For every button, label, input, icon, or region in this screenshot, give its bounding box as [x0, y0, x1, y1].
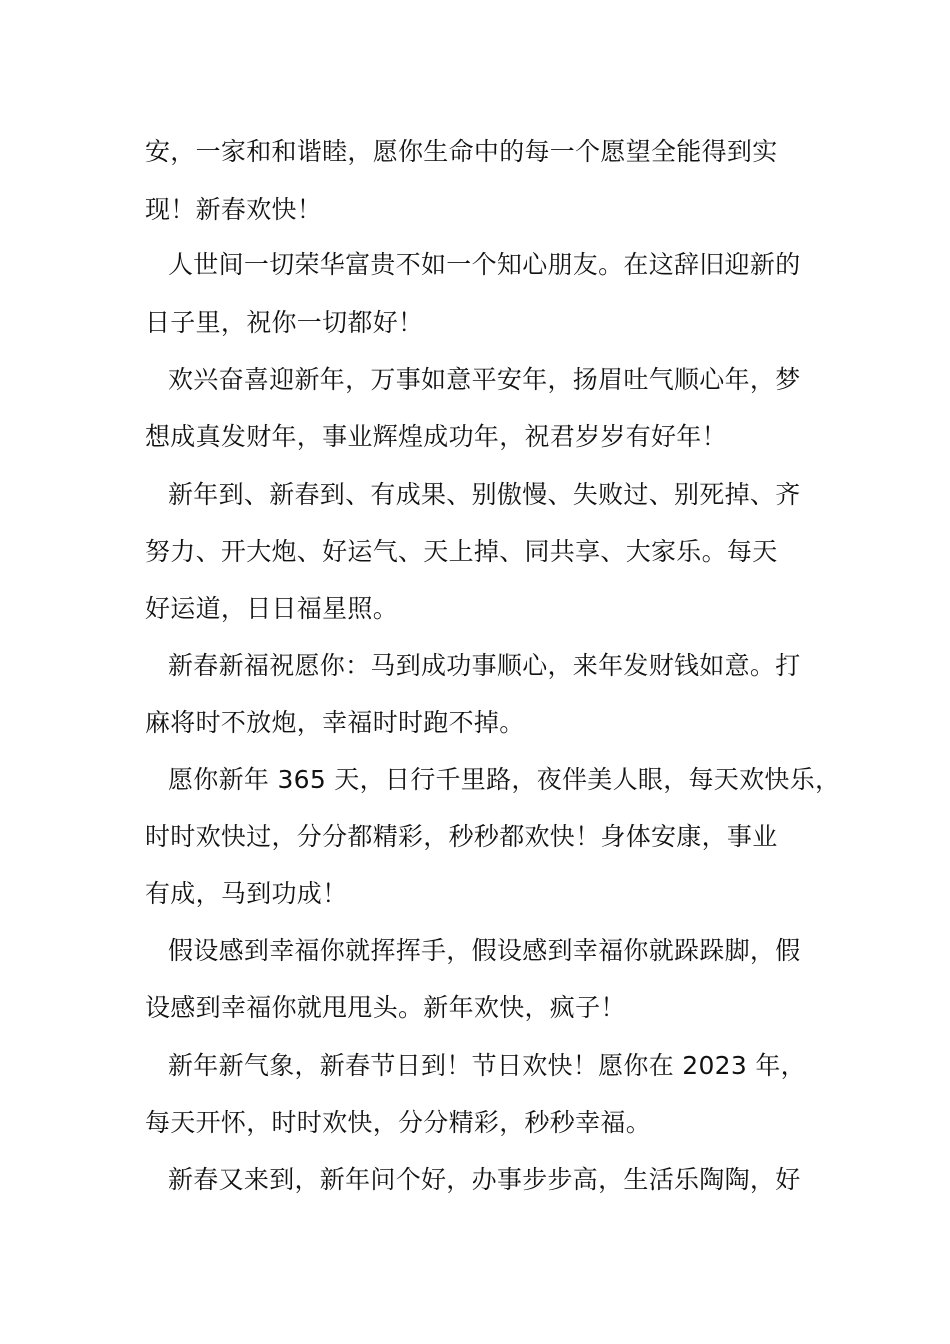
text-line: 日子里，祝你一切都好！ [145, 308, 424, 337]
paragraph-first-line: 人世间一切荣华富贵不如一个知心朋友。在这辞旧迎新的 [168, 250, 801, 279]
text-line: 现！新春欢快！ [145, 195, 323, 224]
text-line: 想成真发财年，事业辉煌成功年，祝君岁岁有好年！ [145, 422, 727, 451]
paragraph-first-line: 新春又来到，新年问个好，办事步步高，生活乐陶陶，好 [168, 1165, 801, 1194]
text-line: 麻将时不放炮，幸福时时跑不掉。 [145, 708, 525, 737]
text-line: 每天开怀，时时欢快，分分精彩，秒秒幸福。 [145, 1108, 652, 1137]
paragraph-first-line: 新春新福祝愿你：马到成功事顺心，来年发财钱如意。打 [168, 651, 801, 680]
paragraph-first-line: 新年新气象，新春节日到！节日欢快！愿你在 2023 年， [168, 1051, 806, 1080]
paragraph-first-line: 新年到、新春到、有成果、别傲慢、失败过、别死掉、齐 [168, 480, 801, 509]
paragraph-first-line: 欢兴奋喜迎新年，万事如意平安年，扬眉吐气顺心年，梦 [168, 365, 801, 394]
paragraph-first-line: 假设感到幸福你就挥挥手，假设感到幸福你就跺跺脚，假 [168, 936, 801, 965]
text-line: 设感到幸福你就甩甩头。新年欢快，疯子！ [145, 993, 626, 1022]
text-line: 好运道，日日福星照。 [145, 594, 399, 623]
text-line: 时时欢快过，分分都精彩，秒秒都欢快！身体安康，事业 [145, 822, 778, 851]
text-line: 有成，马到功成！ [145, 879, 348, 908]
text-line: 努力、开大炮、好运气、天上掉、同共享、大家乐。每天 [145, 537, 778, 566]
text-line: 安，一家和和谐睦，愿你生命中的每一个愿望全能得到实 [145, 137, 778, 166]
paragraph-first-line: 愿你新年 365 天，日行千里路，夜伴美人眼，每天欢快乐， [168, 765, 841, 794]
